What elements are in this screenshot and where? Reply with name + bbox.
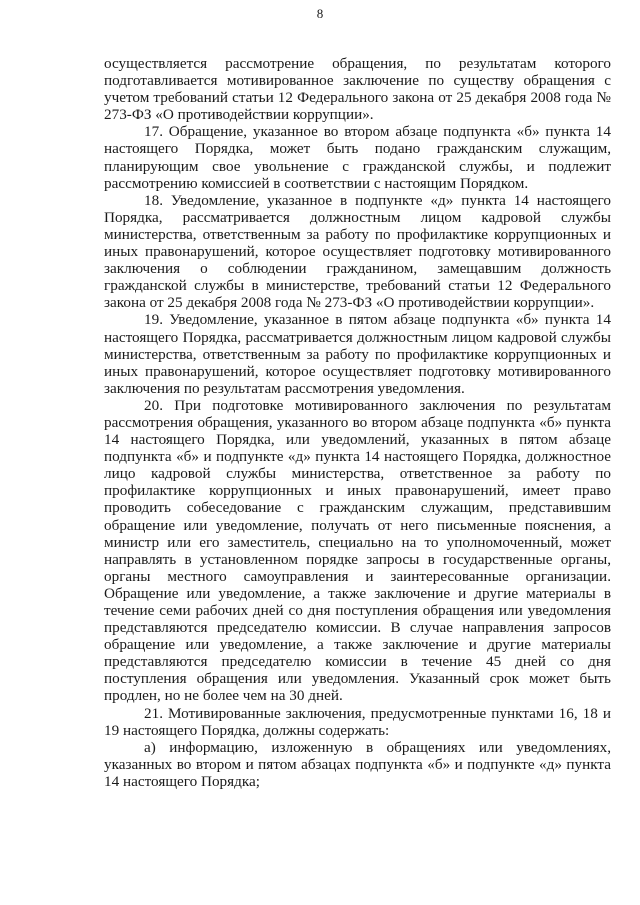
paragraph-20: 20. При подготовке мотивированного заключения по результатам рассмотрения обращения, указанного во втором абзаце подпункта «б» пункта 14 настоящего Порядка, или уведомлений, указанных в пятом абзаце подпункта «б» и подпункте «д» пункта 14 настоящего Порядка, должностное лицо кадровой службы министерства, ответственное за работу по профилактике коррупционных и иных правонарушений, имеет право проводить собеседование с гражданским служащим, представившим обращение или уведомление, получать от него письменные пояснения, а министр или его заместитель, специально на то уполномоченный, может направлять в установленном порядке запросы в государственные органы, органы местного самоуправления и заинтересованные организации. Обращение или уведомление, а также заключение и другие материалы в течение семи рабочих дней со дня поступления обращения или уведомления представляются председателю комиссии. В случае направления запросов обращение или уведомление, а также заключение и другие материалы представляются председателю комиссии в течение 45 дней со дня поступления обращения или уведомления. Указанный срок может быть продлен, но не более чем на 30 дней. xyxy=(104,396,611,705)
paragraph-18: 18. Уведомление, указанное в подпункте «д» пункта 14 настоящего Порядка, рассматривается должностным лицом кадровой службы министерства, ответственным за работу по профилактике коррупционных и иных правонарушений, которое осуществляет подготовку мотивированного заключения о соблюдении гражданином, замещавшим должность гражданской службы в министерстве, требований статьи 12 Федерального закона от 25 декабря 2008 года № 273-ФЗ «О противодействии коррупции». xyxy=(104,191,611,312)
paragraph-21: 21. Мотивированные заключения, предусмотренные пунктами 16, 18 и 19 настоящего Порядка, должны содержать: xyxy=(104,704,611,739)
document-body xyxy=(104,55,611,790)
page-number: 8 xyxy=(316,6,324,21)
paragraph-19: 19. Уведомление, указанное в пятом абзаце подпункта «б» пункта 14 настоящего Порядка, рассматривается должностным лицом кадровой службы министерства, ответственным за работу по профилактике коррупционных и иных правонарушений, которое осуществляет подготовку мотивированного заключения по результатам рассмотрения уведомления. xyxy=(104,311,611,397)
paragraph-21-item-a: а) информацию, изложенную в обращениях или уведомлениях, указанных во втором и пятом абзацах подпункта «б» и подпункте «д» пункта 14 настоящего Порядка; xyxy=(104,738,611,790)
paragraph-continuation: осуществляется рассмотрение обращения, по результатам которого подготавливается мотивированное заключение по существу обращения с учетом требований статьи 12 Федерального закона от 25 декабря 2008 года № 273-ФЗ «О противодействии коррупции». xyxy=(104,55,611,124)
paragraph-17: 17. Обращение, указанное во втором абзаце подпункта «б» пункта 14 настоящего Порядка, может быть подано гражданским служащим, планирующим свое увольнение с гражданской службы, и подлежит рассмотрению комиссией в соответствии с настоящим Порядком. xyxy=(104,123,611,192)
